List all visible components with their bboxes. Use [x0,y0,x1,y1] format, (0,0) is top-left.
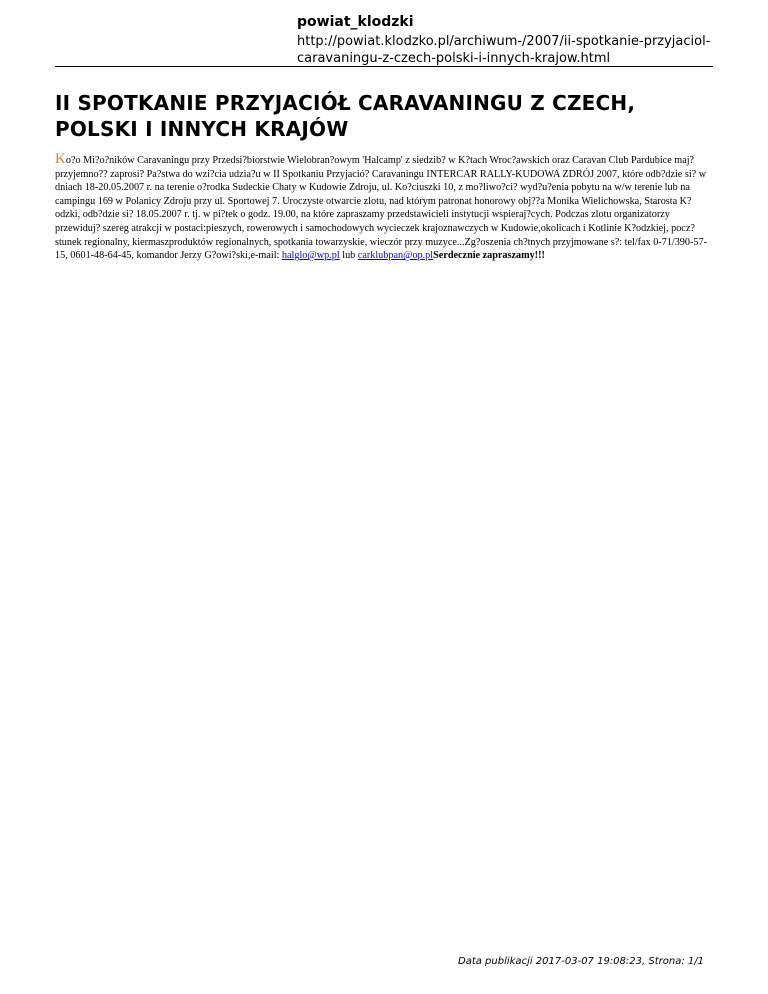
email-link-halglo[interactable]: halglo@wp.pl [281,250,340,262]
site-name: powiat_klodzki [297,14,414,30]
article-text: o?o Mi?o?ników Caravaningu przy Przedsi?biorstwie Wielobran?owym 'Halcamp' z siedzib? w K?tach Wroc?awskich oraz Caravan Club Pardubice maj? przyjemno?? zaprosi? Pa?stwa do wzi?cia udzia?u w II Spotkaniu Przyjació? Caravaningu INTERCAR RALLY-KUDOWA ZDRÓJ 2007, które odb?dzie si? w dniach 18-20.05.2007 r. na terenie o?rodka Sudeckie Chaty w Kudowie Zdroju, ul. Ko?ciuszki 10, z mo?liwo?ci? wyd?u?enia pobytu na w/w terenie lub na campingu 169 w Polanicy Zdroju przy ul. Sportowej 7. Uroczyste otwarcie zlotu, nad którym patronat honorowy obj??a Monika Wielichowska, Starosta K?odzki, odb?dzie si? 18.05.2007 r. tj. w pi?tek o godz. 19.00, na które zapraszamy przedstawicieli instytucji wspieraj?cych. Podczas zlotu organizatorzy przewiduj? szereg atrakcji w postaci:pieszych, rowerowych i samochodowych wycieczek krajoznawczych w Kudowie,okolicach i Kotlinie K?odzkiej, pocz?stunek regionalny, kiermaszproduktów regionalnych, spotkania towarzyskie, wieczór przy muzyce...Zg?oszenia ch?tnych przyjmowane s?: tel/fax 0-71/390-57-15, 0601-48-64-45, komandor Jerzy G?owi?ski,e-mail: [55,155,707,262]
source-url: http://powiat.klodzko.pl/archiwum-/2007/ii-spotkanie-przyjaciol-caravaningu-z-czech-polski-i-innych-krajow.html [297,34,711,66]
link-connector: lub [339,250,358,262]
article-title: II SPOTKANIE PRZYJACIÓŁ CARAVANINGU Z CZECH, POLSKI I INNYCH KRAJÓW [55,91,636,141]
email-link-carklubpan[interactable]: carklubpan@op.pl [357,250,434,262]
article-body [55,153,715,263]
publication-footer: Data publikacji 2017-03-07 19:08:23, Strona: 1/1 [458,956,704,967]
closing-invitation: Serdecznie zapraszamy!!! [433,250,545,262]
header-divider [55,66,713,67]
drop-cap-letter: K [55,151,66,167]
page-header [297,13,717,67]
